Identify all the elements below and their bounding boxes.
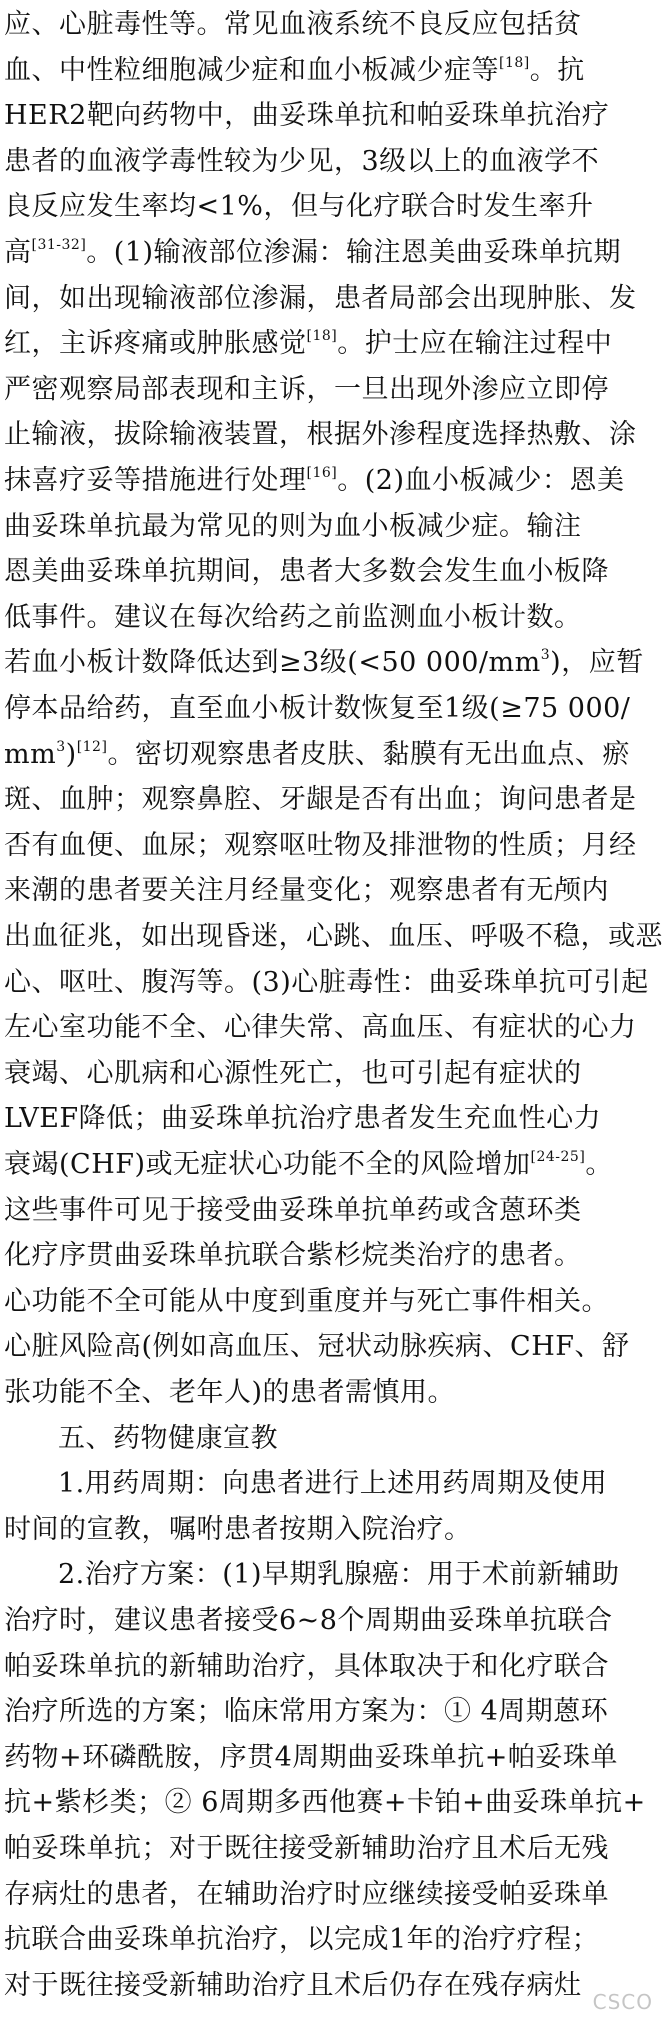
text-line xyxy=(4,414,637,456)
text-segment: 心、呕吐、腹泻等。(3)心脏毒性：曲妥珠单抗可引起 xyxy=(4,966,649,998)
text-segment: HER2靶向药物中，曲妥珠单抗和帕妥珠单抗治疗 xyxy=(4,100,610,132)
citation-superscript: 3 xyxy=(56,738,66,755)
text-segment: 停本品给药，直至血小板计数恢复至1级(≥75 000/ xyxy=(4,693,631,724)
citation-superscript: [31-32] xyxy=(31,237,87,253)
text-line xyxy=(4,4,582,46)
text-segment: ) xyxy=(65,738,77,770)
text-segment: 化疗序贯曲妥珠单抗联合紫杉烷类治疗的患者。 xyxy=(4,1240,582,1272)
text-segment: 若血小板计数降低达到≥3级(<50 000/mm xyxy=(4,647,541,679)
citation-superscript: 3 xyxy=(540,647,551,664)
text-line xyxy=(4,1691,608,1733)
text-segment: 低事件。建议在每次给药之前监测血小板计数。 xyxy=(4,601,582,633)
text-segment: 。密切观察患者皮肤、黏膜有无出血点、瘀 xyxy=(107,738,630,770)
text-segment: 帕妥珠单抗的新辅助治疗，具体取决于和化疗联合 xyxy=(4,1650,609,1682)
text-line xyxy=(4,1235,582,1277)
text-line xyxy=(4,1737,618,1779)
text-segment: 严密观察局部表现和主诉，一旦出现外渗应立即停 xyxy=(4,373,609,405)
text-line xyxy=(4,642,644,684)
citation-superscript: [18] xyxy=(499,54,530,71)
text-segment: 红，主诉疼痛或肿胀感觉 xyxy=(4,328,307,360)
text-line xyxy=(4,141,599,183)
text-segment: 。 xyxy=(585,1149,613,1180)
text-segment: 。(1)输液部位渗漏：输注恩美曲妥珠单抗期 xyxy=(86,237,622,268)
text-segment: 应、心脏毒性等。常见血液系统不良反应包括贫 xyxy=(4,9,582,40)
text-line xyxy=(4,916,663,958)
text-segment: 抗联合曲妥珠单抗治疗，以完成1年的治疗疗程； xyxy=(4,1924,600,1956)
text-segment: 血、中性粒细胞减少症和血小板减少症等 xyxy=(4,54,499,86)
text-segment: 衰竭(CHF)或无症状心功能不全的风险增加 xyxy=(4,1149,531,1180)
text-segment: 恩美曲妥珠单抗期间，患者大多数会发生血小板降 xyxy=(4,556,609,588)
text-line xyxy=(4,1098,601,1140)
text-line xyxy=(4,506,582,548)
text-line xyxy=(4,232,621,274)
text-line xyxy=(4,460,625,502)
text-line xyxy=(4,962,649,1004)
text-segment: 药物+环磷酰胺，序贯4周期曲妥珠单抗+帕妥珠单 xyxy=(4,1741,618,1773)
text-segment: 心脏风险高(例如高血压、冠状动脉疾病、CHF、舒 xyxy=(4,1331,630,1363)
text-line xyxy=(4,1919,599,1961)
text-line xyxy=(4,1874,609,1916)
text-line xyxy=(4,369,609,411)
text-segment: mm xyxy=(4,738,57,770)
text-segment: 否有血便、血尿；观察呕吐物及排泄物的性质；月经 xyxy=(4,829,637,861)
text-segment: 1.用药周期：向患者进行上述用药周期及使用 xyxy=(58,1468,608,1500)
text-segment: 这些事件可见于接受曲妥珠单抗单药或含蒽环类 xyxy=(4,1194,582,1226)
text-segment: 。护士应在输注过程中 xyxy=(337,328,613,360)
text-line xyxy=(4,688,630,730)
text-segment: 治疗时，建议患者接受6~8个周期曲妥珠单抗联合 xyxy=(4,1605,613,1636)
text-line xyxy=(4,779,637,821)
text-segment: 五、药物健康宣教 xyxy=(58,1422,278,1454)
text-segment: 间，如出现输液部位渗漏，患者局部会出现肿胀、发 xyxy=(4,282,637,314)
watermark-logo: CSCO xyxy=(592,1990,653,2014)
text-segment: 斑、血肿；观察鼻腔、牙龈是否有出血；询问患者是 xyxy=(4,784,637,816)
text-line xyxy=(4,1007,637,1049)
text-line xyxy=(58,1554,620,1596)
text-line xyxy=(4,870,609,912)
citation-superscript: [16] xyxy=(306,465,338,481)
text-line xyxy=(4,278,637,320)
text-line xyxy=(4,734,630,776)
text-segment: )，应暂 xyxy=(550,647,644,679)
citation-superscript: [12] xyxy=(76,738,108,755)
text-line xyxy=(4,1372,455,1414)
text-segment: 时间的宣教，嘱咐患者按期入院治疗。 xyxy=(4,1513,472,1545)
text-segment: 帕妥珠单抗；对于既往接受新辅助治疗且术后无残 xyxy=(4,1833,609,1864)
text-segment: 高 xyxy=(4,237,32,268)
text-segment: 衰竭、心肌病和心源性死亡，也可引起有症状的 xyxy=(4,1057,582,1089)
text-line xyxy=(4,1053,582,1095)
text-segment: 良反应发生率均<1%，但与化疗联合时发生率升 xyxy=(4,191,594,223)
text-line xyxy=(4,1144,613,1186)
text-segment: 2.治疗方案：(1)早期乳腺癌：用于术前新辅助 xyxy=(58,1559,620,1591)
text-line xyxy=(4,597,582,639)
text-segment: LVEF降低；曲妥珠单抗治疗患者发生充血性心力 xyxy=(4,1103,602,1135)
text-line xyxy=(4,1965,582,2007)
text-line xyxy=(4,551,609,593)
text-line xyxy=(4,1509,472,1551)
text-segment: 出血征兆，如出现昏迷，心跳、血压、呼吸不稳，或恶 xyxy=(4,921,663,952)
text-line xyxy=(4,1828,609,1870)
text-segment: 心功能不全可能从中度到重度并与死亡事件相关。 xyxy=(4,1285,609,1317)
text-segment: 患者的血液学毒性较为少见，3级以上的血液学不 xyxy=(4,145,600,177)
text-segment: 。抗 xyxy=(529,54,585,86)
citation-superscript: [18] xyxy=(306,328,338,345)
text-line xyxy=(4,323,612,365)
text-segment: 。(2)血小板减少：恩美 xyxy=(337,465,625,496)
text-line xyxy=(4,95,609,137)
text-line xyxy=(58,1418,278,1460)
text-segment: 左心室功能不全、心律失常、高血压、有症状的心力 xyxy=(4,1012,637,1044)
text-segment: 治疗所选的方案；临床常用方案为：① 4周期蒽环 xyxy=(4,1696,609,1728)
text-segment: 曲妥珠单抗最为常见的则为血小板减少症。输注 xyxy=(4,510,582,542)
text-line xyxy=(4,1326,629,1368)
text-line xyxy=(4,1600,612,1642)
text-segment: 抹喜疗妥等措施进行处理 xyxy=(4,465,307,496)
text-line xyxy=(4,50,585,92)
text-line xyxy=(4,1782,646,1824)
text-segment: 来潮的患者要关注月经量变化；观察患者有无颅内 xyxy=(4,875,609,907)
text-line xyxy=(4,825,637,867)
text-line xyxy=(58,1463,607,1505)
text-segment: 张功能不全、老年人)的患者需慎用。 xyxy=(4,1377,456,1408)
citation-superscript: [24-25] xyxy=(530,1149,586,1165)
text-segment: 止输液，拔除输液装置，根据外渗程度选择热敷、涂 xyxy=(4,419,637,451)
text-segment: 抗+紫杉类；② 6周期多西他赛+卡铂+曲妥珠单抗+ xyxy=(4,1787,646,1819)
text-line xyxy=(4,1281,609,1323)
text-segment: 对于既往接受新辅助治疗且术后仍存在残存病灶 xyxy=(4,1969,582,2001)
text-line xyxy=(4,1190,582,1232)
text-line xyxy=(4,186,593,228)
text-segment: 存病灶的患者，在辅助治疗时应继续接受帕妥珠单 xyxy=(4,1878,609,1910)
text-line xyxy=(4,1646,609,1688)
